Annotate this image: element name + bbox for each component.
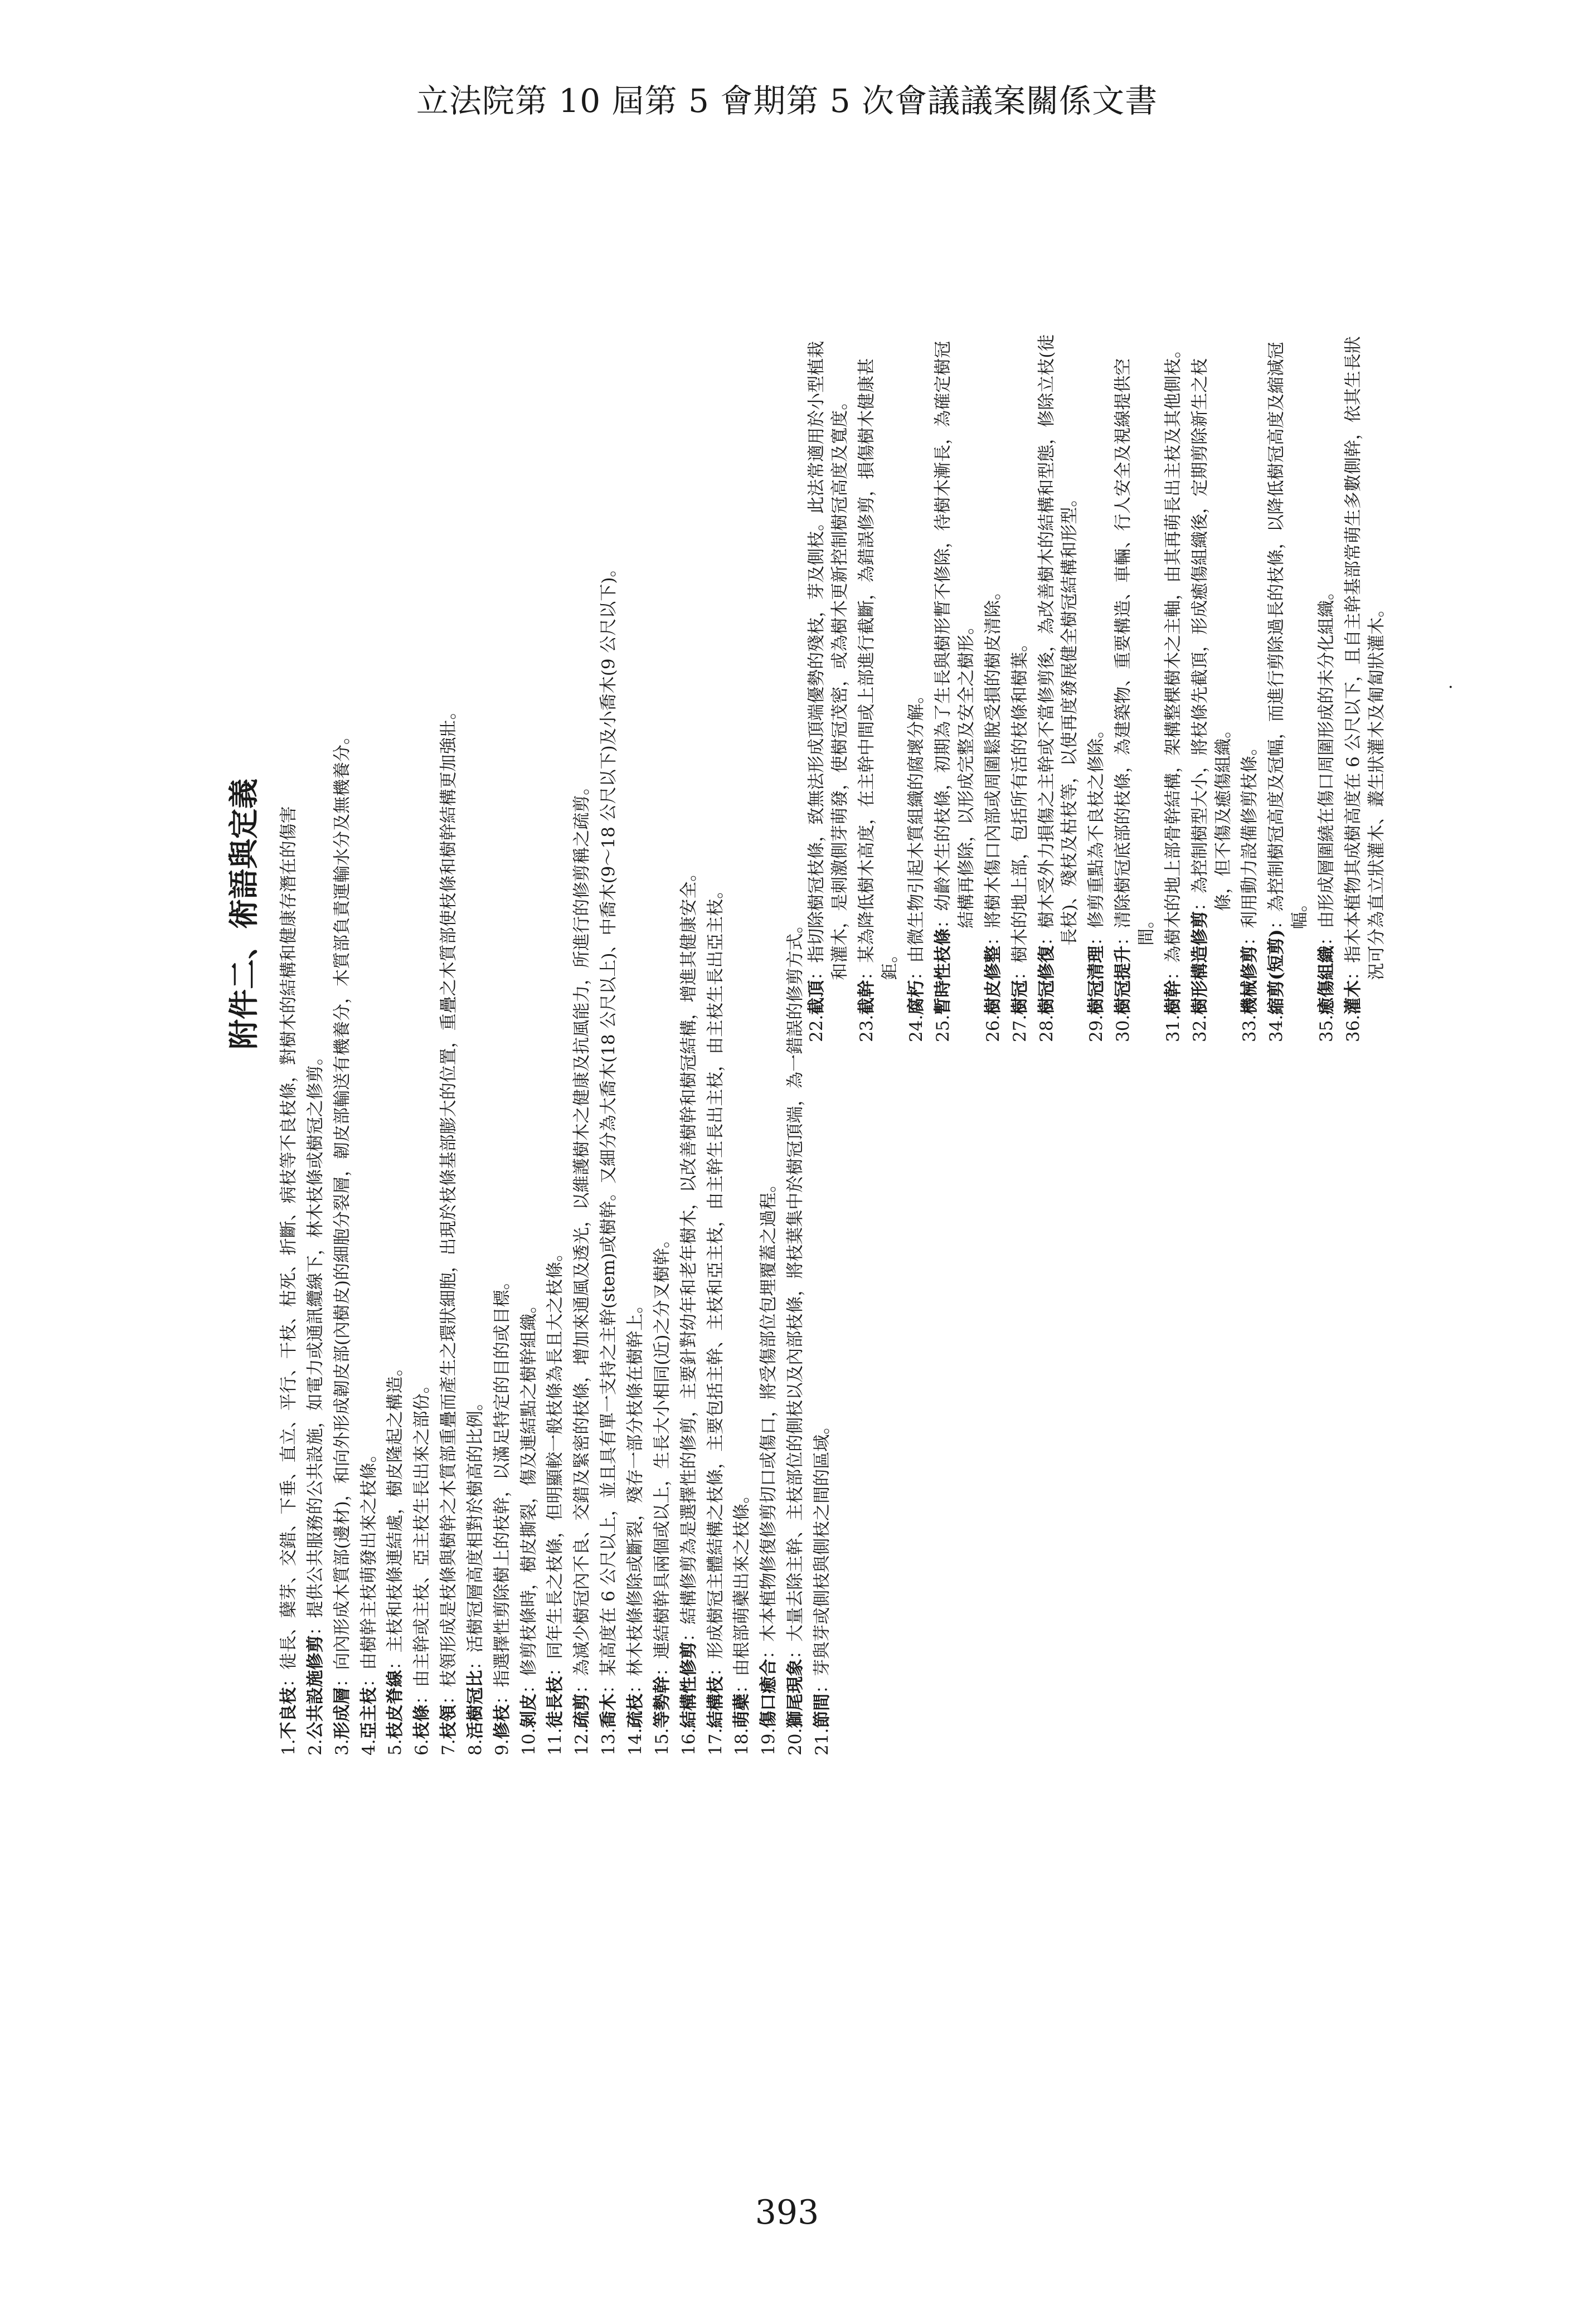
term-item bbox=[331, 284, 354, 1756]
term-name: 截幹 bbox=[856, 980, 877, 1015]
term-name: 截頂 bbox=[807, 980, 827, 1015]
term-number: 20. bbox=[785, 1728, 806, 1756]
term-definition: ：為控制樹冠高度及冠幅，而進行剪除過長的枝條，以降低樹冠高度及縮減冠幅。 bbox=[1266, 342, 1310, 930]
term-number: 18. bbox=[732, 1728, 752, 1756]
term-item bbox=[678, 284, 701, 1756]
appendix-right-column bbox=[805, 329, 1392, 1042]
term-item bbox=[624, 284, 648, 1756]
term-number: 4. bbox=[358, 1739, 379, 1756]
term-number: 22. bbox=[807, 1014, 827, 1042]
term-item bbox=[384, 284, 407, 1756]
term-number: 25. bbox=[933, 1014, 954, 1042]
term-item bbox=[856, 329, 902, 1042]
term-definition: ：樹木的地上部，包括所有活的枝條和樹葉。 bbox=[1009, 634, 1030, 980]
term-name: 樹冠提升 bbox=[1113, 945, 1134, 1015]
term-number: 16. bbox=[678, 1728, 699, 1756]
term-definition: ：為樹木的地上部骨幹結構，架構整棵樹木之主軸，由其再萌長出主枝及其他側枝。 bbox=[1163, 341, 1183, 980]
term-name: 枝領 bbox=[439, 1704, 459, 1739]
term-name: 喬木 bbox=[599, 1693, 619, 1728]
stray-mark: · bbox=[1448, 678, 1454, 697]
term-name: 枝皮脊線 bbox=[385, 1670, 406, 1739]
term-number: 19. bbox=[759, 1728, 779, 1756]
term-name: 樹形構造修剪 bbox=[1189, 911, 1210, 1015]
term-definition: ：枝領形成是枝條與樹幹之木質部重疊而產生之環狀細胞，出現於枝條基部膨大的位置，重疊之木質部使枝條和樹幹結構更加強壯。 bbox=[439, 702, 459, 1705]
term-definition: ：由樹幹主枝萌發出來之枝條。 bbox=[358, 1445, 379, 1688]
term-definition: ：木本植物修復修剪切口或傷口，將受傷部位包埋覆蓋之過程。 bbox=[759, 1175, 779, 1659]
term-name: 等勢幹 bbox=[652, 1676, 672, 1728]
term-name: 暫時性枝條 bbox=[933, 928, 954, 1015]
page-header: 立法院第 10 屆第 5 會期第 5 次會議議案關係文書 bbox=[416, 82, 1158, 120]
term-item bbox=[1315, 329, 1339, 1042]
term-item bbox=[1342, 329, 1389, 1042]
term-item bbox=[932, 329, 979, 1042]
term-item bbox=[1189, 329, 1236, 1042]
term-definition: ：為減少樹冠內不良、交錯及緊密的枝條，增加來通風及透光，以維護樹木之健康及抗風能力，所進行的修剪稱之疏剪。 bbox=[572, 777, 592, 1694]
term-name: 不良枝 bbox=[279, 1687, 299, 1739]
term-definition: ：某高度在 6 公尺以上，並且具有單一支持之主幹(stem)或樹幹。又細分為大喬木(18 公尺以上)、中喬木(9～18 公尺以下)及小喬木(9 公尺以下)。 bbox=[599, 560, 619, 1694]
term-definition: ：林木枝條修除或斷裂，殘存一部分枝條在樹幹上。 bbox=[625, 1296, 645, 1694]
term-definition: ：為控制樹型大小，將枝條先截頂，形成癒傷組織後，定期剪除新生之枝條，但不傷及癒傷組織。 bbox=[1189, 358, 1233, 911]
term-number: 31. bbox=[1163, 1014, 1183, 1042]
term-definition: ：將樹木傷口內部或周圍鬆脫受損的樹皮清除。 bbox=[983, 582, 1003, 946]
term-name: 活樹冠比 bbox=[465, 1670, 485, 1739]
term-item bbox=[1238, 329, 1262, 1042]
term-number: 27. bbox=[1009, 1014, 1030, 1042]
term-item bbox=[438, 284, 461, 1756]
term-name: 亞主枝 bbox=[358, 1687, 379, 1739]
term-name: 萌蘗 bbox=[732, 1693, 752, 1728]
term-number: 9. bbox=[492, 1739, 512, 1756]
term-definition: ：結構修剪為是選擇性的修剪，主要針對幼年和老年樹木，以改善樹幹和樹冠結構，增進其健康安全。 bbox=[678, 864, 699, 1642]
term-definition: ：同年生長之枝條，但明顯較一般枝條為長且大之枝條。 bbox=[545, 1244, 566, 1676]
term-name: 腐朽 bbox=[906, 980, 927, 1015]
term-number: 32. bbox=[1189, 1014, 1210, 1042]
term-name: 樹冠 bbox=[1009, 980, 1030, 1015]
term-item bbox=[805, 329, 852, 1042]
term-item bbox=[304, 284, 328, 1756]
term-definition: ：由形成層圍繞在傷口周圍形成的未分化組織。 bbox=[1316, 582, 1337, 946]
term-definition: ：由主幹或主枝、亞主枝生長出來之部份。 bbox=[412, 1376, 433, 1705]
page-number: 393 bbox=[755, 2193, 819, 2232]
term-number: 26. bbox=[983, 1014, 1003, 1042]
term-name: 徒長枝 bbox=[545, 1676, 566, 1728]
term-item bbox=[1085, 329, 1109, 1042]
term-name: 疏枝 bbox=[625, 1693, 645, 1728]
term-number: 35. bbox=[1316, 1014, 1337, 1042]
term-number: 3. bbox=[332, 1739, 352, 1756]
term-name: 獅尾現象 bbox=[785, 1659, 806, 1728]
term-definition: ：提供公共服務的公共設施，如電力或通訊纜線下，林木枝條或樹冠之修剪。 bbox=[305, 1048, 326, 1636]
term-item bbox=[757, 284, 781, 1756]
term-item bbox=[982, 329, 1005, 1042]
term-definition: ：徒長、蘖芽、交錯、下垂、直立、平行、干枝、枯死、折斷、病枝等不良枝條，對樹木的結構和健康存潛在的傷害 bbox=[279, 806, 299, 1688]
term-name: 枝條 bbox=[412, 1704, 433, 1739]
term-number: 11. bbox=[545, 1728, 566, 1756]
term-item bbox=[571, 284, 594, 1756]
term-definition: ：指切除樹冠枝條，致無法形成頂端優勢的殘枝，芽及側枝。此法常適用於小型植栽和灌木，是刺激側芽萌發，使樹冠茂密，或為樹木更新控制樹冠高度及寬度。 bbox=[807, 341, 850, 980]
term-definition: ：樹木受外力損傷之主幹或不當修剪後，為改善樹木的結構和型態，修除立枝(徒長枝)、殘枝及枯枝等，以使再度發展健全樹冠結構和形型。 bbox=[1036, 334, 1080, 946]
term-item bbox=[411, 284, 434, 1756]
appendix-title: 附件二、術語與定義 bbox=[226, 779, 261, 1049]
term-name: 傷口癒合 bbox=[759, 1659, 779, 1728]
term-number: 24. bbox=[906, 1014, 927, 1042]
term-name: 公共設施修剪 bbox=[305, 1635, 326, 1739]
appendix-left-column bbox=[220, 284, 838, 1756]
term-definition: ：形成樹冠主體結構之枝條，主要包括主幹、主枝和亞主枝，由主幹生長出主枝，由主枝生長出亞主枝。 bbox=[705, 881, 726, 1676]
term-name: 樹冠清理 bbox=[1086, 945, 1107, 1015]
term-number: 14. bbox=[625, 1728, 645, 1756]
term-definition: ：幼齡木生的枝條，初期為了生長與樹形暫不修除，待樹木漸長，為確定樹冠結構再修除，以形成完整及安全之樹形。 bbox=[933, 341, 977, 928]
term-list-left bbox=[278, 284, 834, 1756]
term-number: 34. bbox=[1266, 1014, 1287, 1042]
term-number: 12. bbox=[572, 1728, 592, 1756]
term-number: 36. bbox=[1343, 1014, 1363, 1042]
term-definition: ：向內形成木質部(邊材)，和向外形成韌皮部(內樹皮)的細胞分裂層，韌皮部輸送有機養分，木質部負責運輸水分及無機養分。 bbox=[332, 727, 352, 1688]
term-name: 疏剪 bbox=[572, 1693, 592, 1728]
term-name: 機械修剪 bbox=[1240, 945, 1260, 1015]
term-definition: ：連結樹幹具兩個或以上，生長大小相同(近)之分叉樹幹。 bbox=[652, 1231, 672, 1676]
term-name: 縮剪(短剪) bbox=[1266, 929, 1287, 1015]
term-definition: ：主枝和枝條連結處，樹皮隆起之構造。 bbox=[385, 1359, 406, 1670]
term-name: 節間 bbox=[812, 1693, 832, 1728]
term-item bbox=[1265, 329, 1312, 1042]
term-item bbox=[597, 284, 621, 1756]
term-item bbox=[1162, 329, 1186, 1042]
term-definition: ：由根部萌蘗出來之枝條。 bbox=[732, 1486, 752, 1694]
term-name: 灌木 bbox=[1343, 980, 1363, 1015]
term-name: 剝皮 bbox=[518, 1693, 539, 1728]
term-number: 28. bbox=[1036, 1014, 1057, 1042]
term-number: 17. bbox=[705, 1728, 726, 1756]
term-definition: ：由微生物引起木質組織的腐壞分解。 bbox=[906, 686, 927, 980]
term-number: 13. bbox=[599, 1728, 619, 1756]
term-name: 樹冠修復 bbox=[1036, 945, 1057, 1015]
term-item bbox=[544, 284, 567, 1756]
term-definition: ：利用動力設備修剪枝條。 bbox=[1240, 738, 1260, 946]
term-number: 1. bbox=[279, 1739, 299, 1756]
term-definition: ：清除樹冠底部的枝條，為建築物、重要構造、車輛、行人安全及視線提供空間。 bbox=[1113, 358, 1157, 946]
term-number: 33. bbox=[1240, 1014, 1260, 1042]
term-name: 修枝 bbox=[492, 1704, 512, 1739]
term-item bbox=[464, 284, 488, 1756]
term-item bbox=[358, 284, 381, 1756]
term-list-right bbox=[805, 329, 1388, 1042]
term-number: 5. bbox=[385, 1739, 406, 1756]
term-name: 癒傷組織 bbox=[1316, 945, 1337, 1015]
term-definition: ：指木本植物其成樹高度在 6 公尺以下，且自主幹基部常萌生多數側幹，依其生長狀況可分為直立狀灌木、叢生狀灌木及匍匐狀灌木。 bbox=[1343, 336, 1387, 980]
term-item bbox=[1036, 329, 1082, 1042]
term-number: 8. bbox=[465, 1739, 485, 1756]
term-definition: ：大量去除主幹、主枝部位的側枝以及內部枝條，將枝葉集中於樹冠頂端，為一錯誤的修剪方式。 bbox=[785, 916, 806, 1659]
term-item bbox=[1009, 329, 1032, 1042]
term-definition: ：某為降低樹木高度，在主幹中間或上部進行截斷，為錯誤修剪，損傷樹木健康甚鉅。 bbox=[856, 358, 900, 980]
term-name: 結構枝 bbox=[705, 1676, 726, 1728]
term-item bbox=[651, 284, 674, 1756]
term-name: 樹幹 bbox=[1163, 980, 1183, 1015]
term-number: 10. bbox=[518, 1728, 539, 1756]
term-item bbox=[491, 284, 514, 1756]
term-item bbox=[905, 329, 929, 1042]
term-name: 結構性修剪 bbox=[678, 1641, 699, 1728]
term-number: 21. bbox=[812, 1728, 832, 1756]
term-item bbox=[278, 284, 301, 1756]
term-name: 形成層 bbox=[332, 1687, 352, 1739]
term-definition: ：指選擇性剪除樹上的枝幹，以滿足特定的目的或目標。 bbox=[492, 1272, 512, 1705]
term-number: 6. bbox=[412, 1739, 433, 1756]
term-number: 15. bbox=[652, 1728, 672, 1756]
term-definition: ：修剪重點為不良枝之修除。 bbox=[1086, 721, 1107, 946]
term-number: 2. bbox=[305, 1739, 326, 1756]
term-definition: ：活樹冠層高度相對於樹高的比例。 bbox=[465, 1393, 485, 1670]
term-item bbox=[705, 284, 728, 1756]
term-item bbox=[518, 284, 541, 1756]
term-number: 23. bbox=[856, 1014, 877, 1042]
term-item bbox=[731, 284, 754, 1756]
term-definition: ：芽與芽或側枝與側枝之間的區域。 bbox=[812, 1417, 832, 1694]
term-number: 7. bbox=[439, 1739, 459, 1756]
term-item bbox=[1112, 329, 1159, 1042]
term-item bbox=[784, 284, 808, 1756]
term-number: 30. bbox=[1113, 1014, 1134, 1042]
term-name: 樹皮修整 bbox=[983, 945, 1003, 1015]
term-number: 29. bbox=[1086, 1014, 1107, 1042]
term-definition: ：修剪枝條時，樹皮撕裂，傷及連結點之樹幹組織。 bbox=[518, 1296, 539, 1694]
